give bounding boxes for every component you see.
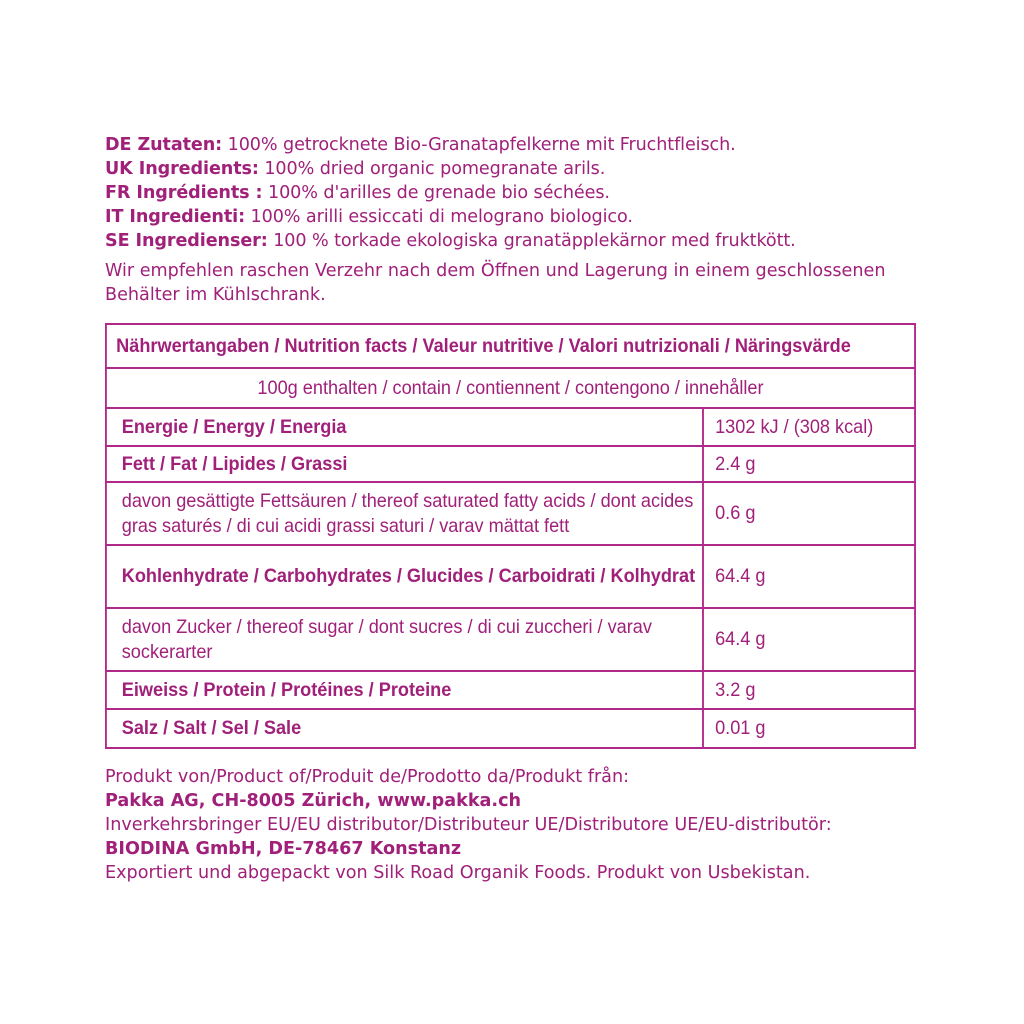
distributor-label: Inverkehrsbringer EU/EU distributor/Distributeur UE/Distributore UE/EU-distributör: [105, 815, 832, 835]
nutrient-value: 1302 kJ / (308 kcal) [703, 408, 915, 446]
table-row [106, 671, 915, 709]
table-row [106, 608, 915, 671]
nutrient-value: 3.2 g [703, 671, 915, 709]
distributor-address: BIODINA GmbH, DE-78467 Konstanz [105, 839, 462, 859]
table-row [106, 408, 915, 446]
ingredients-text: 100% d'arilles de grenade bio séchées. [262, 183, 610, 203]
nutrient-value: 0.01 g [703, 709, 915, 748]
ingredients-label: DE Zutaten: [105, 135, 223, 155]
ingredients-label: IT Ingredienti: [105, 207, 246, 227]
nutrient-label: davon Zucker / thereof sugar / dont sucres / di cui zuccheri / varav sockerarter [106, 608, 703, 671]
ingredients-text: 100% getrocknete Bio-Granatapfelkerne mit Fruchtfleisch. [222, 135, 736, 155]
ingredients-it [105, 205, 935, 229]
producer-address: Pakka AG, CH-8005 Zürich, www.pakka.ch [105, 791, 522, 811]
nutrient-value: 2.4 g [703, 446, 915, 482]
ingredients-text: 100% dried organic pomegranate arils. [258, 159, 606, 179]
nutrient-label: Fett / Fat / Lipides / Grassi [106, 446, 703, 482]
nutrient-value: 64.4 g [703, 545, 915, 608]
storage-note: Wir empfehlen raschen Verzehr nach dem Öffnen und Lagerung in einem geschlossenen Behälter im Kühlschrank. [105, 261, 886, 305]
ingredients-se [105, 229, 935, 253]
nutrient-label: Eiweiss / Protein / Protéines / Proteine [106, 671, 703, 709]
nutrition-per-row [106, 368, 915, 408]
producer-info [105, 765, 965, 885]
ingredients-text: 100 % torkade ekologiska granatäpplekärnor med fruktkött. [267, 231, 796, 251]
ingredients-label: FR Ingrédients : [105, 183, 263, 203]
table-row [106, 709, 915, 748]
nutrition-per: 100g enthalten / contain / contiennent / contengono / innehåller [106, 368, 915, 408]
nutrient-label: Kohlenhydrate / Carbohydrates / Glucides / Carboidrati / Kolhydrat [106, 545, 703, 608]
ingredients-text: 100% arilli essiccati di melograno biologico. [245, 207, 633, 227]
ingredients-label: SE Ingredienser: [105, 231, 268, 251]
nutrition-table [105, 323, 916, 749]
ingredients-block [105, 133, 935, 253]
ingredients-uk [105, 157, 935, 181]
table-row [106, 545, 915, 608]
nutrient-label: davon gesättigte Fettsäuren / thereof saturated fatty acids / dont acides gras saturés / di cui acidi grassi saturi / varav mättat fett [106, 482, 703, 545]
ingredients-de [105, 133, 935, 157]
nutrition-title-row [106, 324, 915, 368]
nutrient-value: 0.6 g [703, 482, 915, 545]
nutrient-label: Salz / Salt / Sel / Sale [106, 709, 703, 748]
nutrition-title: Nährwertangaben / Nutrition facts / Valeur nutritive / Valori nutrizionali / Näringsvärde [106, 324, 915, 368]
ingredients-fr [105, 181, 935, 205]
table-row [106, 446, 915, 482]
ingredients-label: UK Ingredients: [105, 159, 259, 179]
origin-note: Exportiert und abgepackt von Silk Road Organik Foods. Produkt von Usbekistan. [105, 863, 811, 883]
producer-label: Produkt von/Product of/Produit de/Prodotto da/Produkt från: [105, 767, 630, 787]
nutrient-label: Energie / Energy / Energia [106, 408, 703, 446]
nutrient-value: 64.4 g [703, 608, 915, 671]
table-row [106, 482, 915, 545]
